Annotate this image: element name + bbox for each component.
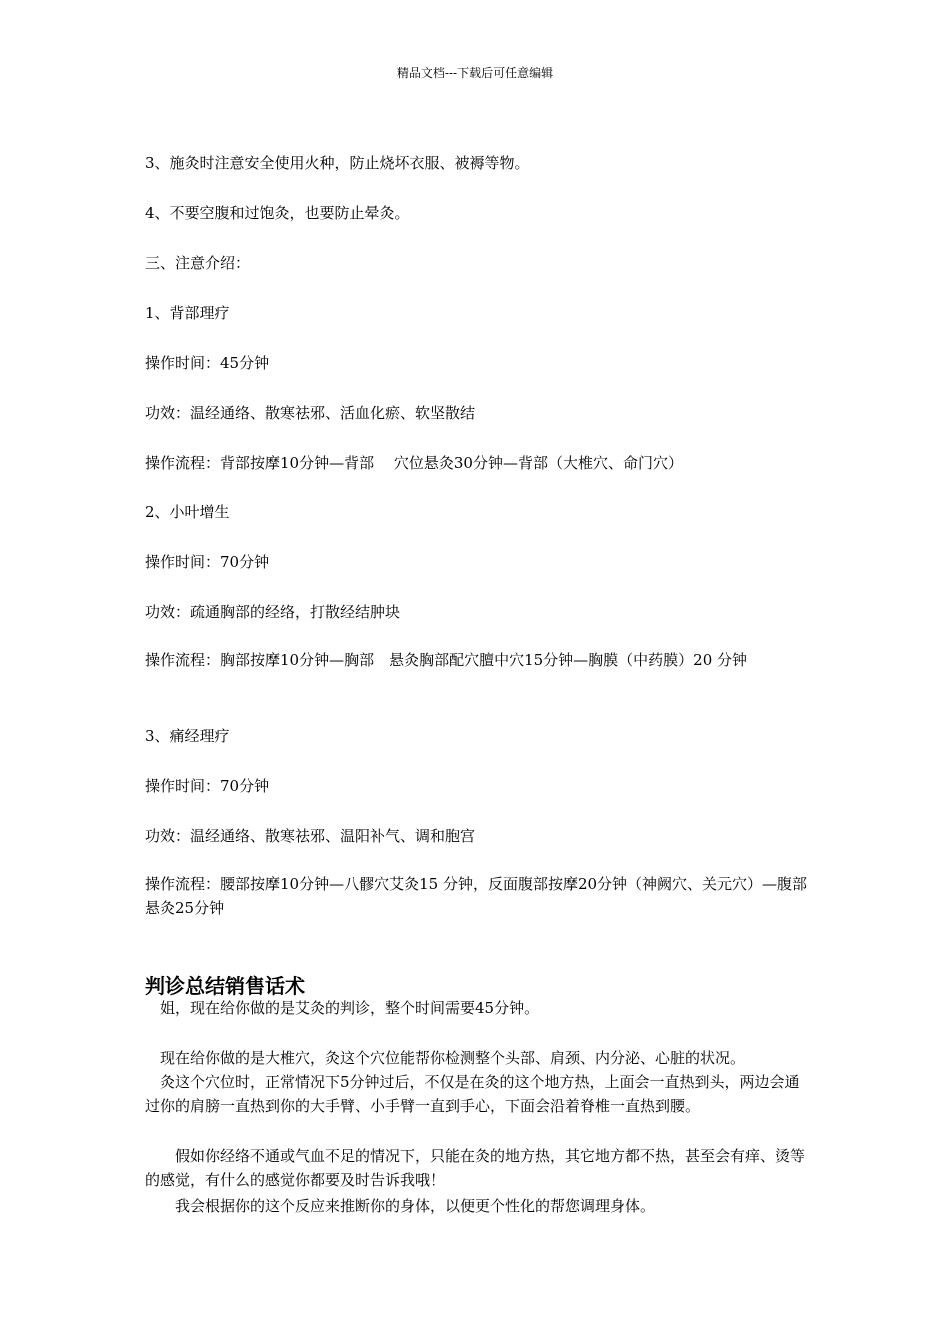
- script-paragraph: 现在给你做的是大椎穴，灸这个穴位能帮你检测整个头部、肩颈、内分泌、心脏的状况。: [145, 1049, 746, 1067]
- script-paragraph: 姐，现在给你做的是艾灸的判诊，整个时间需要45分钟。: [145, 999, 540, 1017]
- text-line: 操作时间：70分钟: [145, 553, 270, 571]
- item-title: 1、背部理疗: [145, 304, 230, 322]
- text-paragraph: 操作流程：腰部按摩10分钟—八髎穴艾灸15 分钟，反面腹部按摩20分钟（神阙穴、关元穴）—腹部悬灸25分钟: [145, 875, 808, 917]
- text-paragraph: 操作流程：胸部按摩10分钟—胸部 悬灸胸部配穴膻中穴15分钟—胸膜（中药膜）20 分钟: [145, 651, 748, 669]
- text-line: 操作流程：背部按摩10分钟—背部 穴位悬灸30分钟—背部（大椎穴、命门穴）: [145, 454, 683, 472]
- item-title: 3、痛经理疗: [145, 727, 230, 745]
- text-line: 功效：疏通胸部的经络，打散经结肿块: [145, 603, 401, 621]
- text-line: 3、施灸时注意安全使用火种，防止烧坏衣服、被褥等物。: [145, 154, 530, 172]
- text-line: 操作时间：70分钟: [145, 777, 270, 795]
- script-paragraph: 假如你经络不通或气血不足的情况下，只能在灸的地方热，其它地方都不热，甚至会有痒、烫等的感觉，有什么的感觉你都要及时告诉我哦！: [145, 1147, 806, 1189]
- section-title: 判诊总结销售话术: [145, 974, 305, 998]
- text-line: 4、不要空腹和过饱灸，也要防止晕灸。: [145, 204, 410, 222]
- page-header: 精品文档---下载后可任意编辑: [396, 66, 554, 80]
- section-heading: 三、注意介绍：: [145, 254, 251, 272]
- item-title: 2、小叶增生: [145, 503, 230, 521]
- text-line: 功效：温经通络、散寒祛邪、温阳补气、调和胞宫: [145, 827, 476, 845]
- script-paragraph: 我会根据你的这个反应来推断你的身体，以便更个性化的帮您调理身体。: [145, 1197, 656, 1215]
- text-line: 操作时间：45分钟: [145, 354, 270, 372]
- text-line: 功效：温经通络、散寒祛邪、活血化瘀、软坚散结: [145, 404, 476, 422]
- script-paragraph: 灸这个穴位时，正常情况下5分钟过后，不仅是在灸的这个地方热，上面会一直热到头，两边会通过你的肩膀一直热到你的大手臂、小手臂一直到手心，下面会沿着脊椎一直热到腰。: [145, 1073, 800, 1115]
